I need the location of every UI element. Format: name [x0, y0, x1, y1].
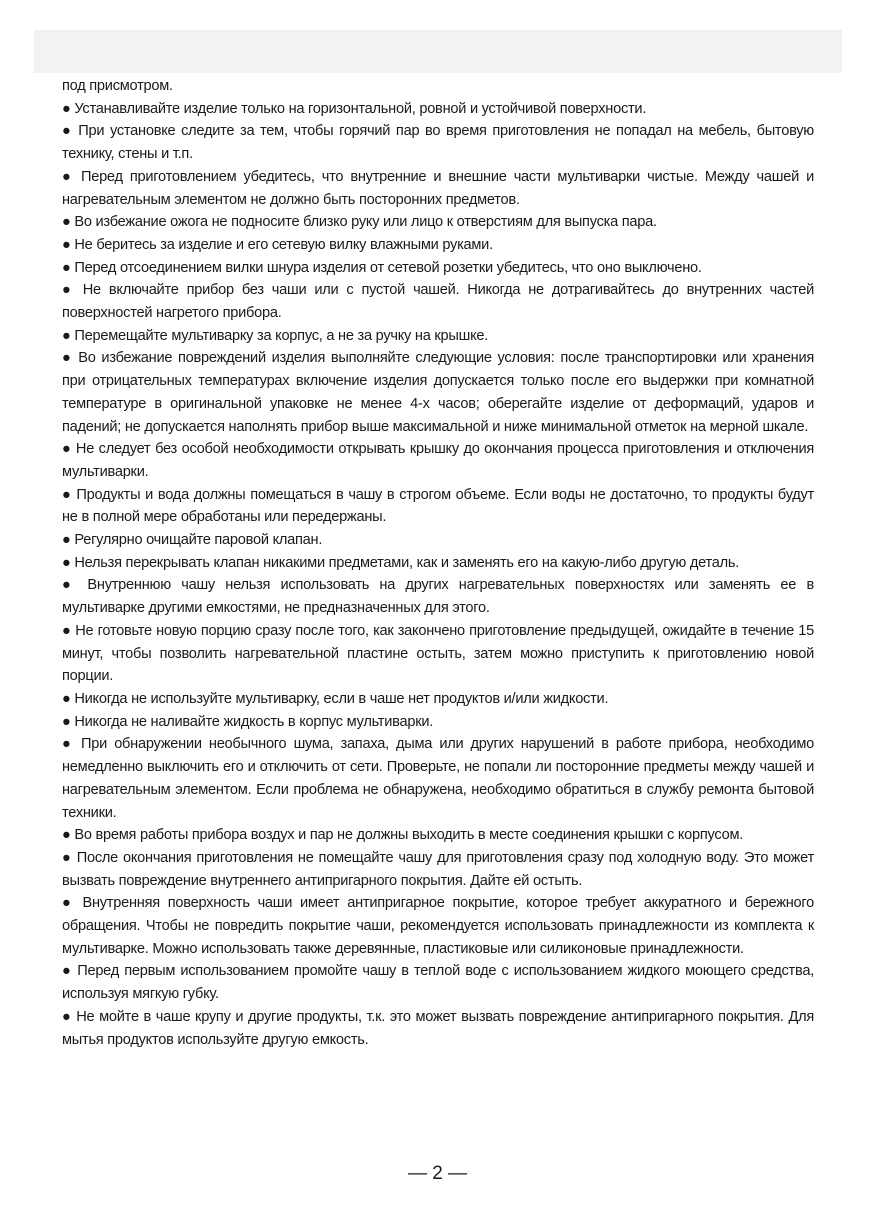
- header-band: [34, 30, 842, 73]
- paragraph: ● При установке следите за тем, чтобы горячий пар во время приготовления не попадал на мебель, бытовую технику, стены и т.п.: [62, 123, 814, 163]
- paragraph: ● Никогда не наливайте жидкость в корпус мультиварки.: [62, 713, 434, 730]
- paragraph: ● Перед отсоединением вилки шнура изделия от сетевой розетки убедитесь, что оно выключено.: [62, 259, 702, 276]
- page-number: — 2 —: [407, 1163, 468, 1184]
- paragraph: ● Продукты и вода должны помещаться в чашу в строгом объеме. Если воды не достаточно, то продукты будут не в полной мере обработаны или передержаны.: [62, 486, 814, 526]
- paragraph: ● Устанавливайте изделие только на горизонтальной, ровной и устойчивой поверхности.: [62, 100, 647, 117]
- paragraph: ● Не беритесь за изделие и его сетевую вилку влажными руками.: [62, 236, 493, 253]
- paragraph: ● Внутреннюю чашу нельзя использовать на других нагревательных поверхностях или заменять ее в мультиварке другими емкостями, не предназначенных для этого.: [62, 577, 814, 617]
- paragraph: ● Не готовьте новую порцию сразу после того, как закончено приготовление предыдущей, ожидайте в течение 15 минут, чтобы позволить нагревательной пластине остыть, затем можно приступить к приготовлению новой порции.: [62, 622, 814, 685]
- paragraph: ● Во время работы прибора воздух и пар не должны выходить в месте соединения крышки с корпусом.: [62, 827, 744, 844]
- paragraph: ● Внутренняя поверхность чаши имеет антипригарное покрытие, которое требует аккуратного и бережного обращения. Чтобы не повредить покрытие чаши, рекомендуется использовать принадлежности из комплекта к мультиварке. Можно использовать также деревянные, пластиковые или силиконовые принадлежности.: [62, 895, 814, 957]
- paragraph: ● Нельзя перекрывать клапан никакими предметами, как и заменять его на какую-либо другую деталь.: [62, 554, 740, 571]
- safety-instructions-text: [62, 75, 814, 1051]
- paragraph: ● Во избежание ожога не подносите близко руку или лицо к отверстиям для выпуска пара.: [62, 214, 657, 231]
- paragraph: ● Не следует без особой необходимости открывать крышку до окончания процесса приготовления и отключения мультиварки.: [62, 441, 814, 480]
- paragraph: ● При обнаружении необычного шума, запаха, дыма или других нарушений в работе прибора, необходимо немедленно выключить его и отключить от сети. Проверьте, не попали ли посторонние предметы между чашей и нагревательным элементом. Если проблема не обнаружена, необходимо обратиться в службу ремонта бытовой техники.: [62, 736, 814, 821]
- paragraph: ● Перемещайте мультиварку за корпус, а не за ручку на крышке.: [62, 327, 489, 344]
- paragraph: ● Не мойте в чаше крупу и другие продукты, т.к. это может вызвать повреждение антипригарного покрытия. Для мытья продуктов используйте другую емкость.: [62, 1008, 814, 1048]
- paragraph: ● Не включайте прибор без чаши или с пустой чашей. Никогда не дотрагивайтесь до внутренних частей поверхностей нагретого прибора.: [62, 282, 814, 322]
- paragraph: ● Никогда не используйте мультиварку, если в чаше нет продуктов и/или жидкости.: [62, 690, 609, 707]
- paragraph: ● Во избежание повреждений изделия выполняйте следующие условия: после транспортировки или хранения при отрицательных температурах включение изделия допускается только после его выдержки при комнатной температуре в оригинальной упаковке не менее 4-х часов; оберегайте изделие от деформаций, ударов и падений; не допускается наполнять прибор выше максимальной и ниже минимальной отметок на мерной шкале.: [62, 350, 814, 435]
- paragraph: под присмотром.: [62, 78, 173, 94]
- paragraph: ● Регулярно очищайте паровой клапан.: [62, 532, 323, 549]
- paragraph: ● Перед приготовлением убедитесь, что внутренние и внешние части мультиварки чистые. Между чашей и нагревательным элементом не должно быть посторонних предметов.: [62, 168, 814, 208]
- paragraph: ● После окончания приготовления не помещайте чашу для приготовления сразу под холодную воду. Это может вызвать повреждение внутреннего антипригарного покрытия. Дайте ей остыть.: [62, 849, 814, 889]
- paragraph: ● Перед первым использованием промойте чашу в теплой воде с использованием жидкого моющего средства, используя мягкую губку.: [62, 963, 814, 1003]
